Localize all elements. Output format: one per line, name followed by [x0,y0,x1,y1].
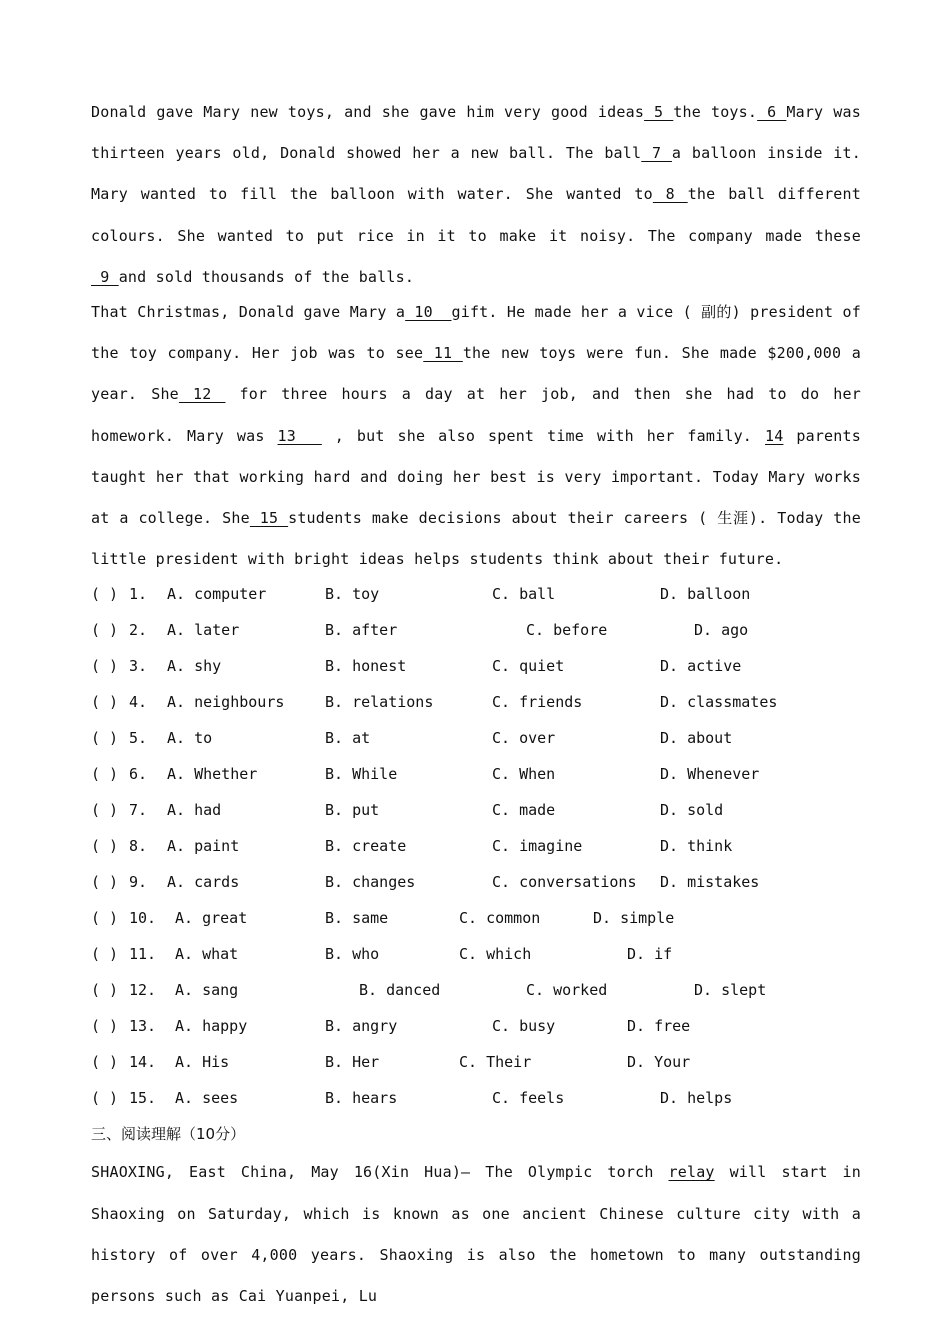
option-a: A. sees [175,1089,239,1108]
option-a: A. cards [167,873,240,892]
question-row-4 [91,684,861,720]
option-b: B. danced [359,981,441,1000]
reading-paragraph-1 [91,1152,861,1317]
option-a: A. sang [175,981,239,1000]
question-list [91,576,861,1116]
text-run: the new toys were fun. She made $200,000 a year. She [91,344,861,404]
option-b: B. changes [325,873,416,892]
question-row-6 [91,756,861,792]
section-3-title: 三、阅读理解（10分） [91,1125,246,1144]
option-b: B. Her [325,1053,380,1072]
answer-bracket[interactable]: ( ) [91,837,119,856]
option-d: D. free [627,1017,691,1036]
option-c: C. made [492,801,556,820]
answer-bracket[interactable]: ( ) [91,1017,119,1036]
blank-9: 9 [91,267,119,286]
option-b: B. While [325,765,398,784]
question-number: 4. [129,693,148,712]
blank-15: 15 [249,509,289,528]
question-number: 5. [129,729,148,748]
question-number: 1. [129,585,148,604]
text-run: for three hours a day at her job, and then she had to do her homework. Mary was [91,385,861,445]
blank-11: 11 [423,344,463,363]
text-run: will start in Shaoxing on Saturday, which is known as one ancient Chinese culture city with a history of over 4,000 years. Shaoxing is also the hometown to many outstanding persons such as Cai Yuanpei, Lu [91,1163,862,1306]
question-row-1 [91,576,861,612]
option-b: B. relations [325,693,434,712]
blank-13: 13 [277,426,322,445]
blank-5: 5 [644,103,674,121]
option-a: A. Whether [167,765,258,784]
option-d: D. simple [593,909,675,928]
option-c: C. over [492,729,556,748]
question-number: 7. [129,801,148,820]
option-c: C. common [459,909,541,928]
question-row-13 [91,1008,861,1044]
question-row-11 [91,936,861,972]
option-d: D. classmates [660,693,778,712]
option-a: A. had [167,801,222,820]
text-run: students make decisions about their careers ( 生涯). Today the little president with bright ideas helps students think about their future. [91,509,861,569]
answer-bracket[interactable]: ( ) [91,945,119,964]
text-run: a balloon inside it. Mary wanted to fill the balloon with water. She wanted to [91,144,861,204]
answer-bracket[interactable]: ( ) [91,873,119,892]
answer-bracket[interactable]: ( ) [91,693,119,712]
question-row-12 [91,972,861,1008]
text-run: , but she also spent time with her family. [321,426,765,445]
option-d: D. ago [694,621,749,640]
question-number: 15. [129,1089,157,1108]
question-row-15 [91,1080,861,1116]
option-c: C. quiet [492,657,565,676]
question-row-3 [91,648,861,684]
option-a: A. great [175,909,248,928]
text-run: parents taught her that working hard and doing her best is very important. Today Mary works at a college. She [91,426,861,528]
option-d: D. about [660,729,733,748]
text-run: gift. He made her a vice ( 副的) president of the toy company. Her job was to see [91,303,861,363]
option-b: B. angry [325,1017,398,1036]
option-c: C. feels [492,1089,565,1108]
option-a: A. His [175,1053,230,1072]
option-b: B. same [325,909,389,928]
blank-8: 8 [652,185,688,204]
question-number: 6. [129,765,148,784]
option-d: D. Whenever [660,765,760,784]
option-d: D. slept [694,981,767,1000]
answer-bracket[interactable]: ( ) [91,801,119,820]
text-run: That Christmas, Donald gave Mary a [91,303,406,322]
question-number: 12. [129,981,157,1000]
answer-bracket[interactable]: ( ) [91,729,119,748]
text-run: SHAOXING, East China, May 16(Xin Hua)— The Olympic torch [91,1163,669,1182]
option-b: B. create [325,837,407,856]
cloze-paragraph-2 [91,292,861,580]
blank-7: 7 [641,144,672,163]
blank-6: 6 [757,103,787,121]
answer-bracket[interactable]: ( ) [91,909,119,928]
option-c: C. worked [526,981,608,1000]
option-b: B. put [325,801,380,820]
option-d: D. if [627,945,673,964]
question-row-2 [91,612,861,648]
text-run: the toys. [673,103,758,121]
answer-bracket[interactable]: ( ) [91,585,119,604]
answer-bracket[interactable]: ( ) [91,657,119,676]
option-a: A. happy [175,1017,248,1036]
option-c: C. imagine [492,837,583,856]
blank-14: 14 [764,426,784,445]
text-run: Donald gave Mary new toys, and she gave him very good ideas [91,103,645,121]
option-d: D. balloon [660,585,751,604]
question-number: 3. [129,657,148,676]
option-b: B. at [325,729,371,748]
option-a: A. to [167,729,213,748]
question-number: 2. [129,621,148,640]
option-d: D. mistakes [660,873,760,892]
question-number: 9. [129,873,148,892]
option-a: A. later [167,621,240,640]
answer-bracket[interactable]: ( ) [91,621,119,640]
blank-12: 12 [178,385,226,404]
question-row-9 [91,864,861,900]
option-a: A. paint [167,837,240,856]
option-c: C. which [459,945,532,964]
option-b: B. after [325,621,398,640]
question-number: 13. [129,1017,157,1036]
cloze-paragraph-1 [91,92,861,298]
question-row-8 [91,828,861,864]
blank-10: 10 [405,303,452,322]
option-d: D. think [660,837,733,856]
option-c: C. before [526,621,608,640]
option-c: C. When [492,765,556,784]
option-a: A. what [175,945,239,964]
underlined-word-relay: relay [668,1163,715,1182]
option-b: B. who [325,945,380,964]
question-number: 14. [129,1053,157,1072]
text-run: Mary was thirteen years old, Donald showed her a new ball. The ball [91,103,861,163]
option-c: C. ball [492,585,556,604]
question-number: 10. [129,909,157,928]
option-c: C. busy [492,1017,556,1036]
option-c: C. conversations [492,873,637,892]
text-run: the ball different colours. She wanted to put rice in it to make it noisy. The company made these [91,185,861,245]
option-c: C. Their [459,1053,532,1072]
worksheet-page [91,92,861,1317]
question-row-7 [91,792,861,828]
answer-bracket[interactable]: ( ) [91,981,119,1000]
question-number: 11. [129,945,157,964]
option-d: D. sold [660,801,724,820]
question-number: 8. [129,837,148,856]
question-row-14 [91,1044,861,1080]
answer-bracket[interactable]: ( ) [91,1053,119,1072]
option-b: B. hears [325,1089,398,1108]
question-row-10 [91,900,861,936]
option-a: A. computer [167,585,267,604]
answer-bracket[interactable]: ( ) [91,765,119,784]
option-b: B. toy [325,585,380,604]
option-d: D. Your [627,1053,691,1072]
option-c: C. friends [492,693,583,712]
answer-bracket[interactable]: ( ) [91,1089,119,1108]
option-b: B. honest [325,657,407,676]
option-a: A. neighbours [167,693,285,712]
option-d: D. helps [660,1089,733,1108]
option-d: D. active [660,657,742,676]
option-a: A. shy [167,657,222,676]
question-row-5 [91,720,861,756]
text-run: and sold thousands of the balls. [118,267,415,286]
